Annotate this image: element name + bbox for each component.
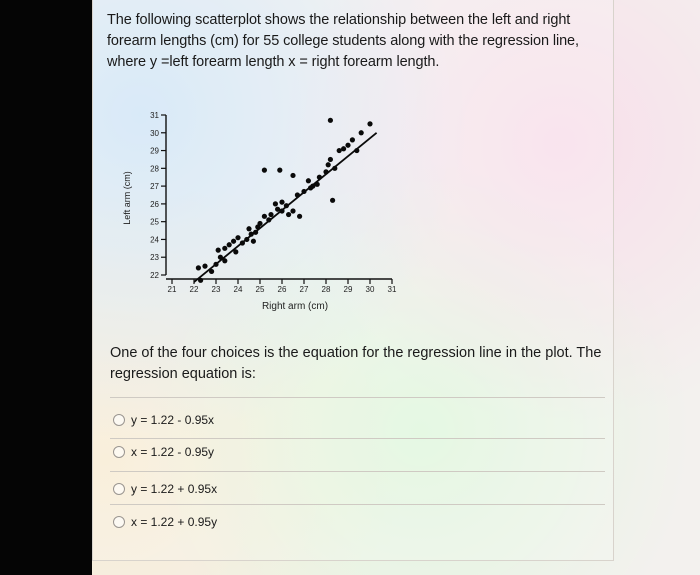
x-tick-label: 25 — [255, 285, 265, 294]
data-point — [262, 168, 267, 173]
y-tick-label: 22 — [150, 271, 159, 280]
data-point — [196, 265, 201, 270]
x-tick-label: 30 — [365, 285, 375, 294]
data-point — [268, 212, 273, 217]
x-axis-label: Right arm (cm) — [261, 301, 329, 312]
radio-icon[interactable] — [113, 414, 125, 426]
data-point — [202, 264, 207, 269]
data-point — [227, 242, 232, 247]
x-tick-label: 27 — [299, 285, 309, 294]
scatterplot-chart — [110, 103, 410, 318]
option-label: y = 1.22 + 0.95x — [131, 482, 218, 496]
data-point — [251, 239, 256, 244]
data-point — [290, 173, 295, 178]
option-1[interactable] — [113, 408, 214, 432]
y-tick-label: 27 — [150, 182, 159, 192]
prompt-text: One of the four choices is the equation for the regression line in the plot. The regression equation is: — [110, 345, 602, 382]
data-point — [262, 214, 267, 219]
y-tick-label: 31 — [150, 111, 159, 120]
x-tick-label: 29 — [343, 285, 353, 294]
option-3[interactable] — [113, 477, 217, 501]
data-point — [231, 239, 236, 244]
option-label: x = 1.22 - 0.95y — [131, 445, 215, 459]
radio-icon[interactable] — [113, 516, 125, 528]
x-tick-label: 26 — [277, 285, 287, 294]
data-point — [306, 178, 311, 183]
data-point — [273, 201, 278, 206]
option-2[interactable] — [113, 440, 214, 464]
x-tick-label: 22 — [189, 285, 199, 294]
data-point — [345, 143, 350, 148]
data-point — [328, 118, 333, 123]
data-point — [222, 246, 227, 251]
x-tick-label: 23 — [211, 285, 221, 294]
radio-icon[interactable] — [113, 446, 125, 458]
x-tick-label: 24 — [233, 285, 243, 294]
x-tick-label: 31 — [387, 285, 397, 294]
x-tick-label: 21 — [167, 285, 177, 294]
divider — [110, 471, 605, 472]
y-axis-label: Left arm (cm) — [122, 171, 132, 225]
regression-line — [194, 133, 377, 282]
data-point — [341, 146, 346, 151]
y-tick-label: 25 — [150, 217, 159, 227]
radio-icon[interactable] — [113, 483, 125, 495]
data-point — [330, 198, 335, 203]
data-point — [279, 200, 284, 205]
data-point — [290, 208, 295, 213]
data-point — [286, 212, 291, 217]
data-point — [326, 162, 331, 167]
y-tick-label: 30 — [150, 128, 159, 138]
y-tick-label: 28 — [150, 164, 159, 174]
y-tick-label: 23 — [150, 253, 159, 263]
question-text: The following scatterplot shows the relationship between the left and right forearm lengths (cm) for 55 college students along with the regression line, where y =left forearm length x = right forearm length. — [107, 12, 579, 70]
data-point — [297, 214, 302, 219]
y-tick-label: 29 — [150, 146, 159, 156]
left-black-panel — [0, 0, 92, 575]
y-tick-label: 24 — [150, 235, 159, 245]
data-point — [216, 248, 221, 253]
data-point — [359, 130, 364, 135]
data-point — [367, 121, 372, 126]
divider — [110, 438, 605, 439]
data-point — [350, 137, 355, 142]
y-tick-label: 26 — [150, 199, 159, 209]
option-4[interactable] — [113, 510, 217, 534]
data-point — [235, 235, 240, 240]
data-point — [246, 226, 251, 231]
data-point — [328, 157, 333, 162]
divider — [110, 504, 605, 505]
x-tick-label: 28 — [321, 285, 331, 294]
data-point — [277, 168, 282, 173]
option-label: x = 1.22 + 0.95y — [131, 515, 218, 529]
option-label: y = 1.22 - 0.95x — [131, 413, 215, 427]
divider — [110, 397, 605, 398]
